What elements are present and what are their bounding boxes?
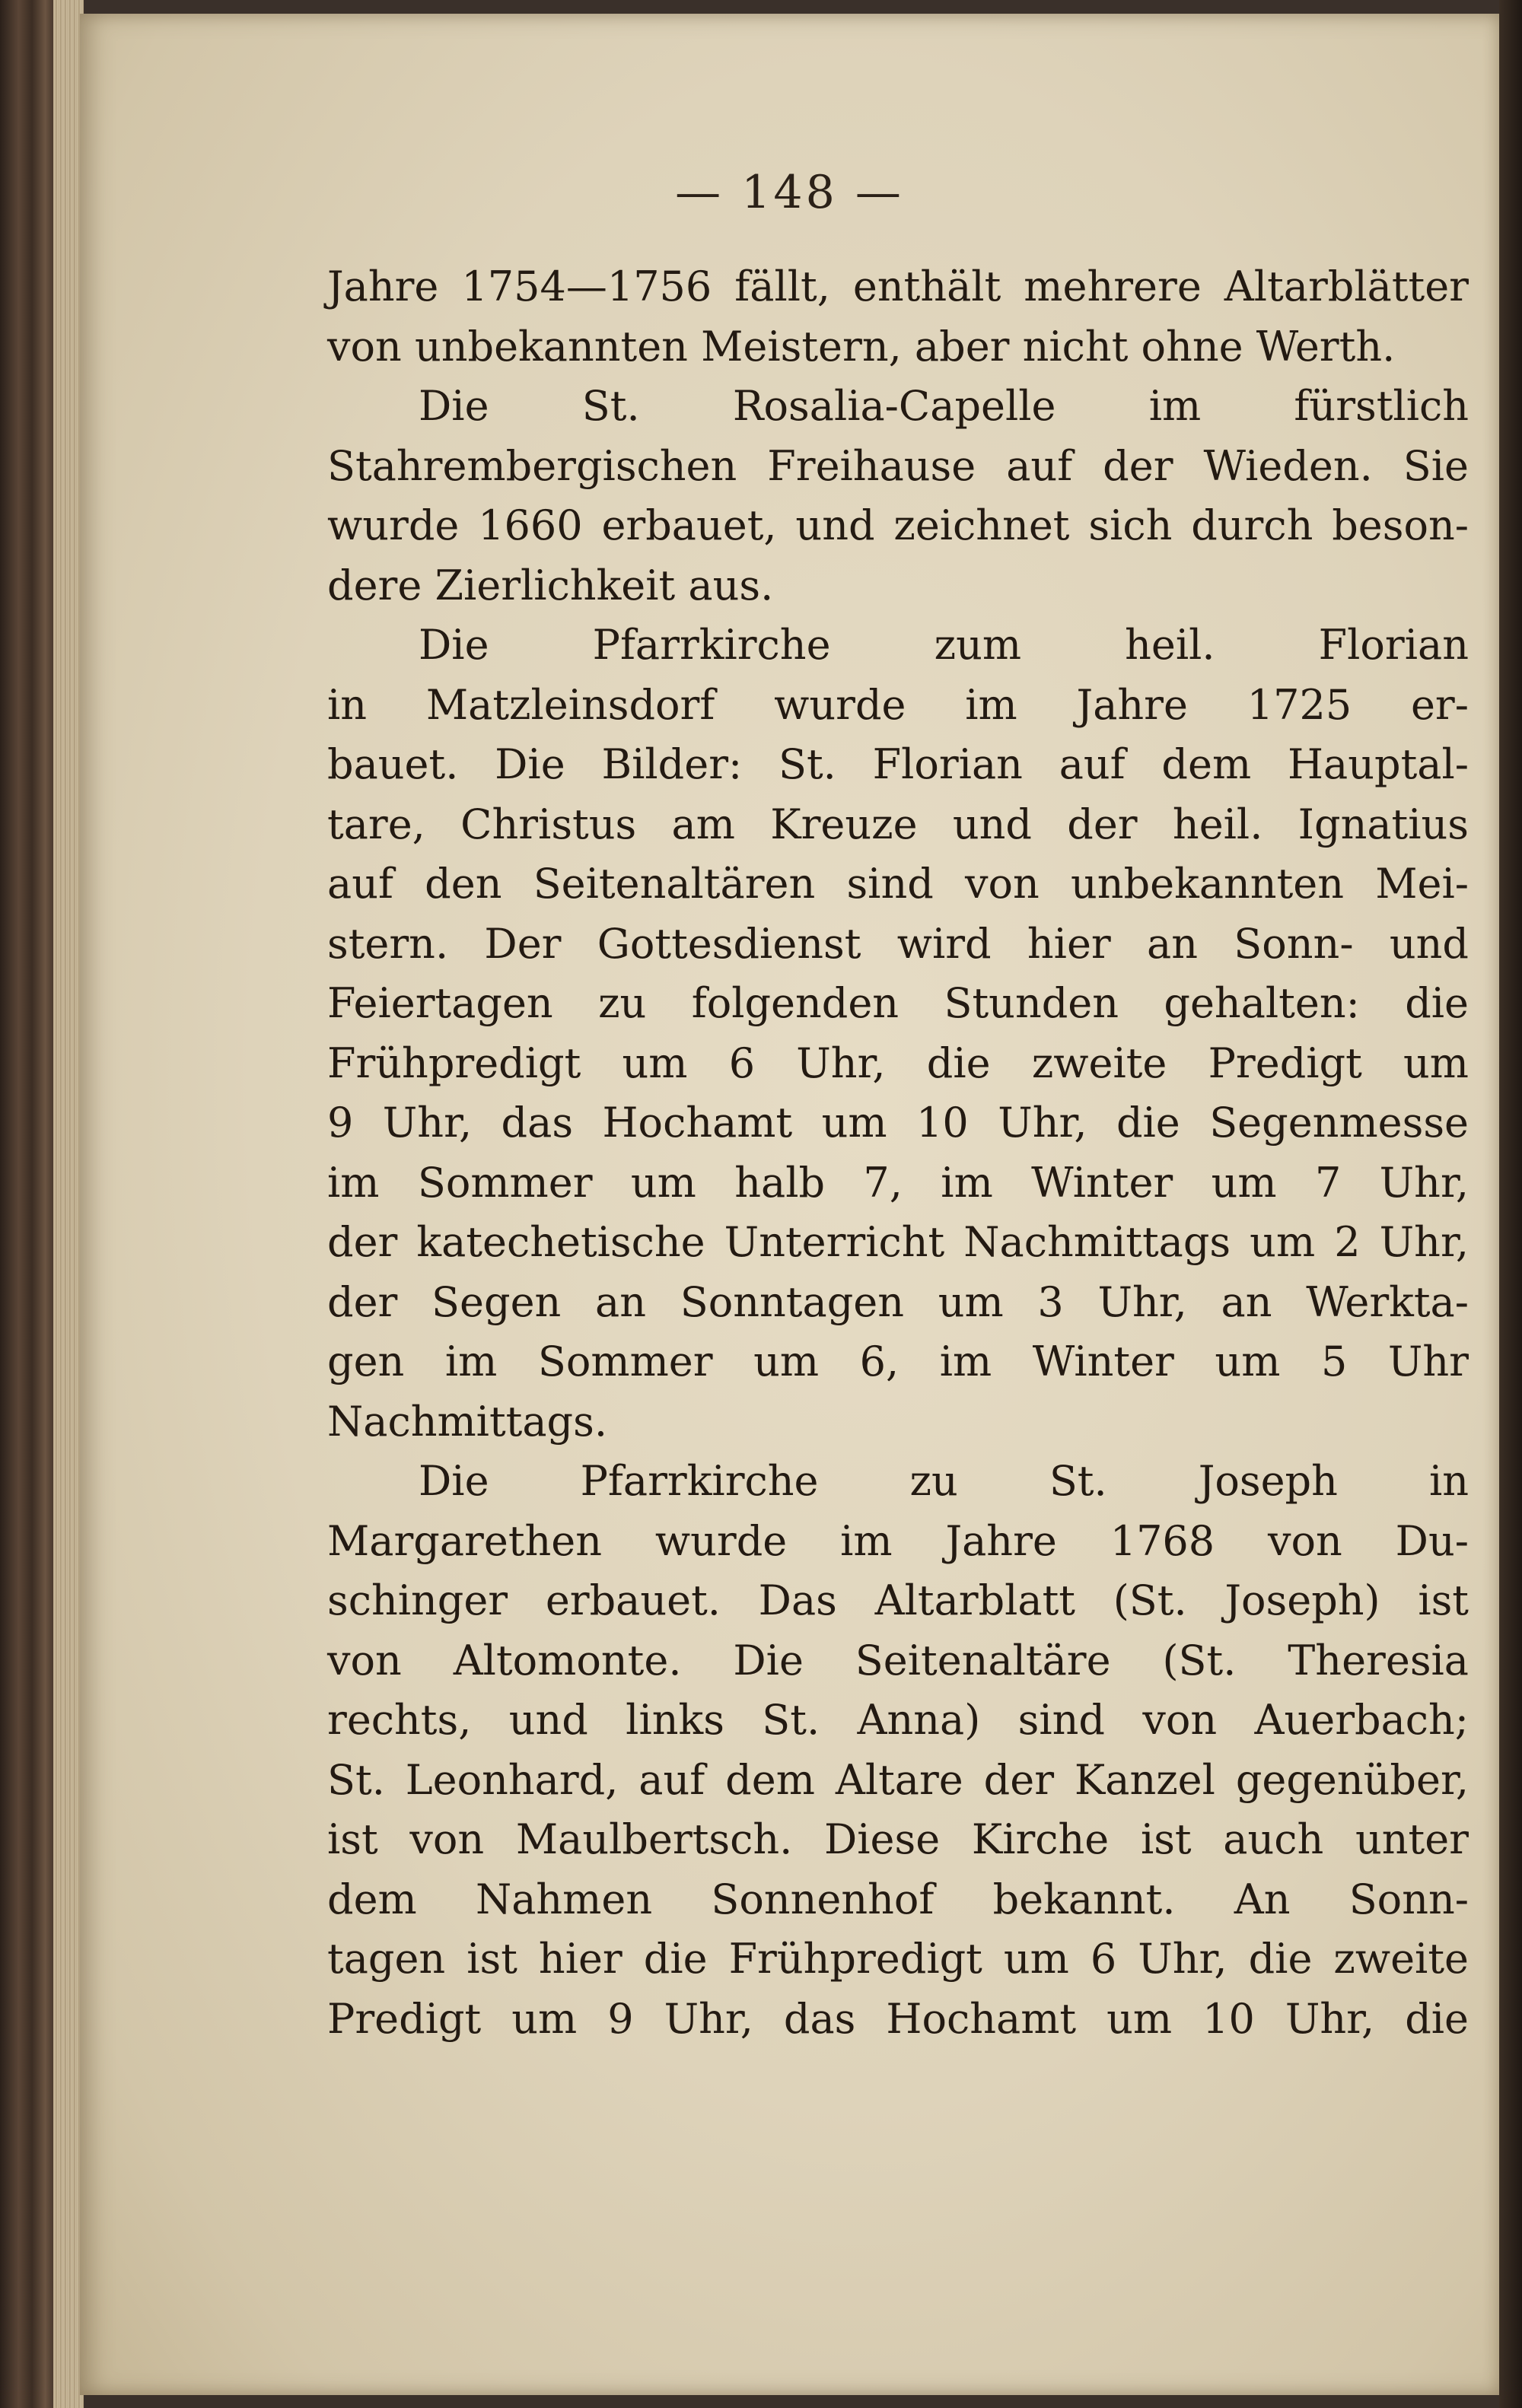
text-line: St. Leonhard, auf dem Altare der Kanzel gegenüber, bbox=[327, 1755, 1469, 1804]
text-line: Die Pfarrkirche zu St. Joseph in bbox=[419, 1457, 1469, 1505]
text-line: Feiertagen zu folgenden Stunden gehalten: die bbox=[327, 979, 1469, 1027]
text-line: wurde 1660 erbauet, und zeichnet sich durch beson- bbox=[327, 501, 1469, 549]
text-line: der Segen an Sonntagen um 3 Uhr, an Werkta- bbox=[327, 1277, 1469, 1326]
text-line: dere Zierlichkeit aus. bbox=[327, 561, 774, 609]
text-line: gen im Sommer um 6, im Winter um 5 Uhr bbox=[327, 1338, 1469, 1385]
text-line: Nachmittags. bbox=[327, 1397, 607, 1446]
text-line: der katechetische Unterricht Nachmittags um 2 Uhr, bbox=[327, 1218, 1469, 1266]
text-line: tagen ist hier die Frühpredigt um 6 Uhr, die zweite bbox=[327, 1935, 1469, 1983]
book-spine bbox=[0, 0, 53, 2408]
text-line: Stahrembergischen Freihause auf der Wieden. Sie bbox=[327, 441, 1469, 490]
text-line: tare, Christus am Kreuze und der heil. Ignatius bbox=[327, 800, 1469, 848]
text-line: auf den Seitenaltären sind von unbekannten Mei- bbox=[327, 860, 1469, 908]
text-line: Frühpredigt um 6 Uhr, die zweite Predigt um bbox=[327, 1039, 1469, 1087]
text-line: Margarethen wurde im Jahre 1768 von Du- bbox=[327, 1516, 1469, 1565]
text-line: Die St. Rosalia-Capelle im fürstlich bbox=[419, 382, 1469, 430]
text-line: bauet. Die Bilder: St. Florian auf dem Hauptal- bbox=[327, 740, 1469, 788]
body-text bbox=[327, 257, 1469, 2049]
text-line: von unbekannten Meistern, aber nicht ohne Werth. bbox=[327, 322, 1396, 371]
text-line: dem Nahmen Sonnenhof bekannt. An Sonn- bbox=[327, 1875, 1469, 1923]
text-line: 9 Uhr, das Hochamt um 10 Uhr, die Segenmesse bbox=[327, 1099, 1469, 1147]
text-line: im Sommer um halb 7, im Winter um 7 Uhr, bbox=[327, 1158, 1469, 1207]
book-cover-edge bbox=[1499, 0, 1522, 2408]
text-line: in Matzleinsdorf wurde im Jahre 1725 er- bbox=[327, 680, 1469, 729]
text-line: stern. Der Gottesdienst wird hier an Sonn- und bbox=[327, 919, 1469, 968]
book-page bbox=[80, 14, 1499, 2395]
text-line: Die Pfarrkirche zum heil. Florian bbox=[419, 621, 1469, 669]
text-line: Predigt um 9 Uhr, das Hochamt um 10 Uhr, die bbox=[327, 1994, 1469, 2043]
text-line: von Altomonte. Die Seitenaltäre (St. Theresia bbox=[327, 1636, 1469, 1684]
text-line: Jahre 1754—1756 fällt, enthält mehrere Altarblätter bbox=[327, 262, 1469, 310]
text-line: schinger erbauet. Das Altarblatt (St. Joseph) ist bbox=[327, 1576, 1469, 1624]
page-edges bbox=[53, 0, 84, 2408]
page-number: — 148 — bbox=[675, 166, 904, 219]
text-line: ist von Maulbertsch. Diese Kirche ist auch unter bbox=[327, 1815, 1469, 1863]
text-line: rechts, und links St. Anna) sind von Auerbach; bbox=[327, 1696, 1469, 1744]
